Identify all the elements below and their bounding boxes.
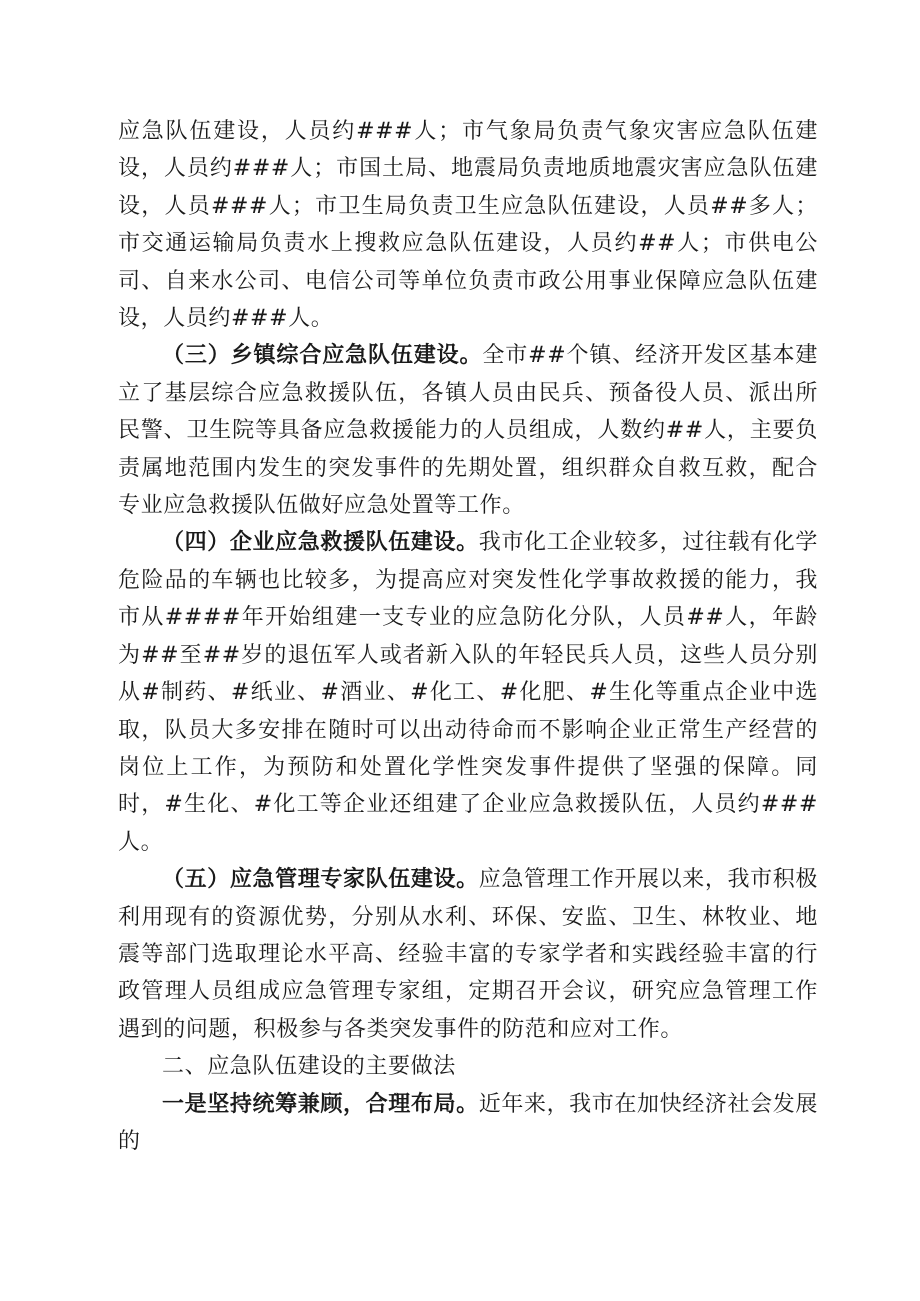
section-heading: 二、应急队伍建设的主要做法	[162, 1054, 456, 1080]
paragraph-text: 应急管理工作开展以来，我市积极利用现有的资源优势，分别从水利、环保、安监、卫生、林牧业、地震等部门选取理论水平高、经验丰富的专家学者和实践经验丰富的行政管理人员组成应急管理专家组，定期召开会议，研究应急管理工作遇到的问题，积极参与各类突发事件的防范和应对工作。	[118, 867, 818, 1042]
document-body	[118, 113, 818, 1160]
paragraph-overall-planning	[118, 1086, 818, 1161]
paragraph-text: 全市##个镇、经济开发区基本建立了基层综合应急救援队伍，各镇人员由民兵、预备役人员、派出所民警、卫生院等具备应急救援能力的人员组成，人数约##人，主要负责属地范围内发生的突发事件的先期处置，组织群众自救互救，配合专业应急救援队伍做好应急处置等工作。	[118, 343, 818, 519]
paragraph-enterprise-teams	[118, 524, 818, 861]
paragraph-township-teams	[118, 337, 818, 524]
paragraph-lead: （四）企业应急救援队伍建设。	[162, 529, 479, 556]
paragraph-continuation	[118, 113, 818, 337]
paragraph-text: 近年来，我市在加快经济社会发展的	[118, 1091, 818, 1154]
paragraph-lead: （三）乡镇综合应急队伍建设。	[162, 342, 483, 369]
paragraph-lead: （五）应急管理专家队伍建设。	[162, 866, 479, 893]
paragraph-text: 应急队伍建设，人员约###人；市气象局负责气象灾害应急队伍建设，人员约###人；市国土局、地震局负责地质地震灾害应急队伍建设，人员###人；市卫生局负责卫生应急队伍建设，人员##多人；市交通运输局负责水上搜救应急队伍建设，人员约##人；市供电公司、自来水公司、电信公司等单位负责市政公用事业保障应急队伍建设，人员约###人。	[118, 119, 818, 332]
paragraph-lead: 一是坚持统筹兼顾，合理布局。	[162, 1090, 479, 1117]
paragraph-expert-teams	[118, 861, 818, 1048]
paragraph-text: 我市化工企业较多，过往载有化学危险品的车辆也比较多，为提高应对突发性化学事故救援的能力，我市从####年开始组建一支专业的应急防化分队，人员##人，年龄为##至##岁的退伍军人或者新入队的年轻民兵人员，这些人员分别从#制药、#纸业、#酒业、#化工、#化肥、#生化等重点企业中选取，队员大多安排在随时可以出动待命而不影响企业正常生产经营的岗位上工作，为预防和处置化学性突发事件提供了坚强的保障。同时，#生化、#化工等企业还组建了企业应急救援队伍，人员约###人。	[118, 530, 818, 855]
